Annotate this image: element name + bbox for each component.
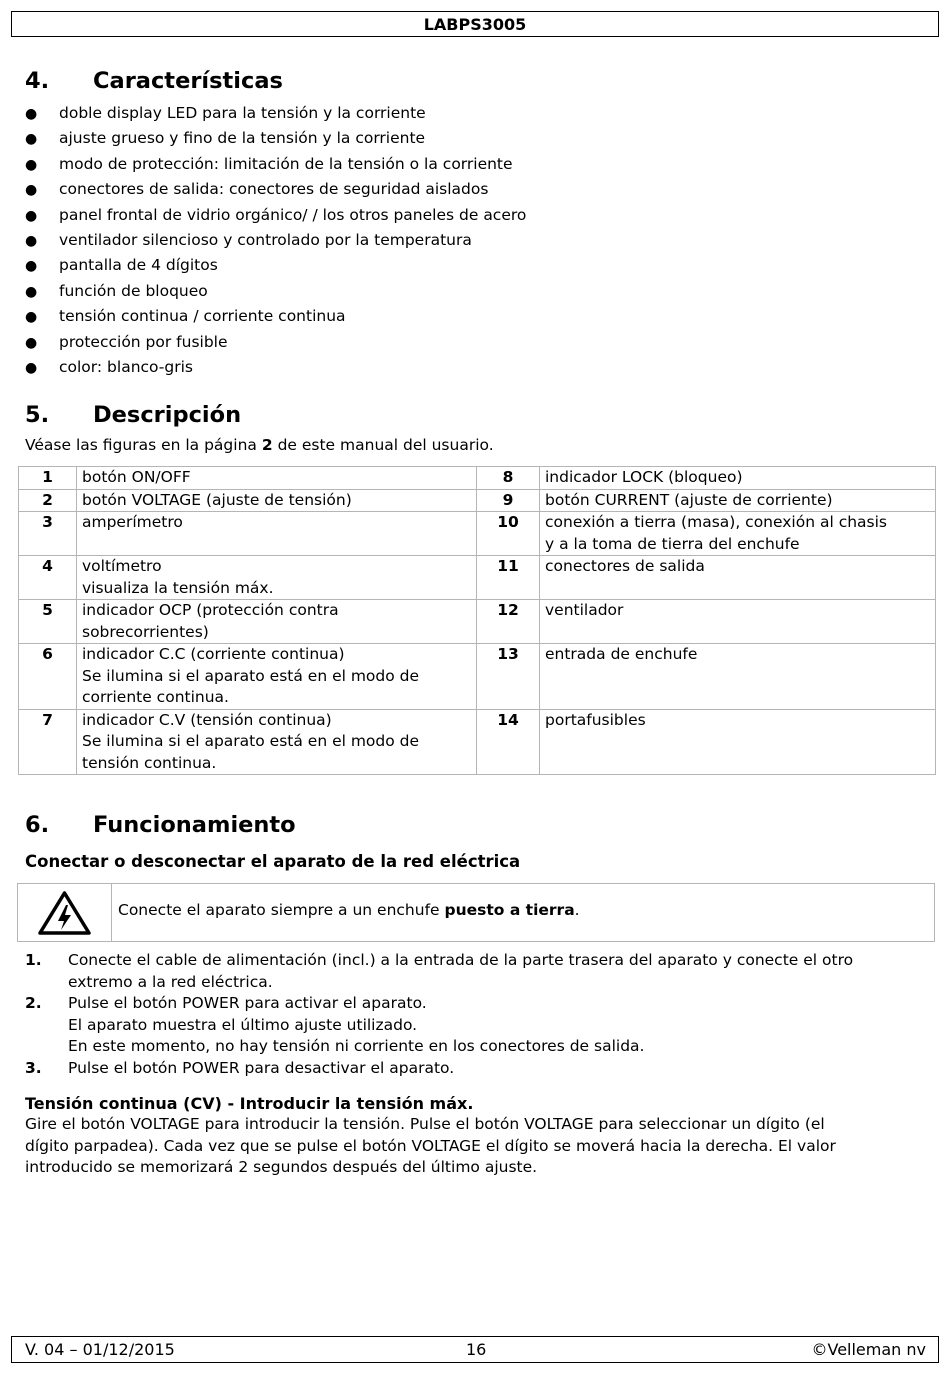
item-description-line: sobrecorrientes) xyxy=(82,622,209,641)
feature-item xyxy=(25,253,526,278)
step-number: 1. xyxy=(25,951,42,969)
bullet-icon: ● xyxy=(25,309,38,326)
feature-item xyxy=(25,355,526,380)
item-number: 5 xyxy=(19,600,77,644)
item-description-line: visualiza la tensión máx. xyxy=(82,578,274,597)
table-row xyxy=(19,644,936,710)
step-line: En este momento, no hay tensión ni corriente en los conectores de salida. xyxy=(68,1037,645,1055)
warning-icon-cell xyxy=(18,884,112,941)
item-description xyxy=(540,489,936,512)
item-number: 7 xyxy=(19,709,77,775)
section-6-number: 6. xyxy=(25,812,50,838)
item-description-line: voltímetro xyxy=(82,557,162,575)
high-voltage-warning-icon xyxy=(37,890,92,936)
item-number: 9 xyxy=(477,489,540,512)
warning-box xyxy=(17,883,935,942)
item-description-line: conexión a tierra (masa), conexión al chasis xyxy=(545,513,888,531)
feature-text: tensión continua / corriente continua xyxy=(59,307,346,326)
item-description-line: portafusibles xyxy=(545,710,646,729)
step-line: extremo a la red eléctrica. xyxy=(68,972,273,991)
section-4-heading xyxy=(25,67,283,95)
feature-text: ventilador silencioso y controlado por la temperatura xyxy=(59,230,472,249)
bullet-icon: ● xyxy=(25,131,38,148)
feature-text: conectores de salida: conectores de seguridad aislados xyxy=(59,180,489,199)
step-body xyxy=(68,950,853,993)
feature-text: panel frontal de vidrio orgánico/ / los otros paneles de acero xyxy=(59,205,527,224)
item-number: 2 xyxy=(19,489,77,512)
feature-item xyxy=(25,101,526,126)
feature-item xyxy=(25,126,526,151)
cv-subtitle: Tensión continua (CV) - Introducir la tensión máx. xyxy=(25,1094,474,1113)
step-body xyxy=(68,993,644,1058)
intro-text-end: de este manual del usuario. xyxy=(272,436,494,454)
table-row xyxy=(19,709,936,775)
bullet-icon: ● xyxy=(25,334,38,351)
item-description xyxy=(540,644,936,710)
item-description xyxy=(540,600,936,644)
cv-paragraph-line: Gire el botón VOLTAGE para introducir la tensión. Pulse el botón VOLTAGE para seleccionar un dígito (el xyxy=(25,1115,825,1133)
page-footer xyxy=(11,1336,939,1363)
feature-text: doble display LED para la tensión y la corriente xyxy=(59,104,426,122)
feature-text: función de bloqueo xyxy=(59,281,208,300)
feature-item xyxy=(25,177,526,202)
bullet-icon: ● xyxy=(25,359,38,376)
item-number: 8 xyxy=(477,467,540,490)
bullet-icon: ● xyxy=(25,283,38,300)
item-description xyxy=(540,467,936,490)
item-description xyxy=(77,709,477,775)
item-description-line: tensión continua. xyxy=(82,753,217,772)
intro-text: Véase las figuras en la página xyxy=(25,436,262,454)
item-description-line: ventilador xyxy=(545,601,624,619)
item-description-line: botón VOLTAGE (ajuste de tensión) xyxy=(82,490,352,509)
item-description xyxy=(77,489,477,512)
table-row xyxy=(19,489,936,512)
bullet-icon: ● xyxy=(25,258,38,275)
warning-text-emphasis: puesto a tierra xyxy=(444,901,575,919)
table-row xyxy=(19,600,936,644)
step-item xyxy=(25,950,930,993)
feature-text: modo de protección: limitación de la tensión o la corriente xyxy=(59,154,513,173)
cv-paragraph-line: introducido se memorizará 2 segundos después del último ajuste. xyxy=(25,1158,538,1176)
step-item xyxy=(25,1058,930,1080)
item-description-line: indicador OCP (protección contra xyxy=(82,601,339,619)
table-row xyxy=(19,512,936,556)
item-description-line: botón ON/OFF xyxy=(82,468,191,486)
section-5-heading xyxy=(25,401,241,429)
description-table xyxy=(18,466,936,775)
bullet-icon: ● xyxy=(25,106,38,122)
feature-text: ajuste grueso y fino de la tensión y la corriente xyxy=(59,129,426,148)
feature-item xyxy=(25,228,526,253)
item-number: 13 xyxy=(477,644,540,710)
item-description-line: indicador C.C (corriente continua) xyxy=(82,645,345,663)
feature-text: color: blanco-gris xyxy=(59,357,193,376)
item-description-line: Se ilumina si el aparato está en el modo de xyxy=(82,732,420,750)
step-number: 2. xyxy=(25,994,42,1012)
step-line: Pulse el botón POWER para activar el aparato. xyxy=(68,994,427,1012)
footer-version: V. 04 – 01/12/2015 xyxy=(25,1340,175,1359)
step-body xyxy=(68,1058,454,1080)
section-6-heading xyxy=(25,811,296,839)
step-item xyxy=(25,993,930,1058)
item-number: 10 xyxy=(477,512,540,556)
feature-text: protección por fusible xyxy=(59,332,228,351)
intro-page-ref: 2 xyxy=(261,436,273,454)
table-row xyxy=(19,467,936,490)
connect-subtitle: Conectar o desconectar el aparato de la red eléctrica xyxy=(25,852,521,871)
warning-text-main: Conecte el aparato siempre a un enchufe xyxy=(118,901,445,919)
item-description xyxy=(77,556,477,600)
item-description-line: conectores de salida xyxy=(545,557,705,575)
connect-steps xyxy=(25,950,930,1079)
features-list xyxy=(25,101,526,380)
item-description-line: indicador C.V (tensión continua) xyxy=(82,710,332,729)
step-line: Conecte el cable de alimentación (incl.) a la entrada de la parte trasera del aparato y conecte el otro xyxy=(68,951,854,969)
section-5-number: 5. xyxy=(25,402,50,428)
item-description-line: entrada de enchufe xyxy=(545,645,698,663)
item-number: 12 xyxy=(477,600,540,644)
item-number: 3 xyxy=(19,512,77,556)
page-header xyxy=(11,11,939,37)
warning-text xyxy=(118,901,580,919)
section-4-number: 4. xyxy=(25,68,50,94)
feature-item xyxy=(25,203,526,228)
section-4-title: Características xyxy=(93,68,283,94)
item-description-line: Se ilumina si el aparato está en el modo de xyxy=(82,666,420,685)
bullet-icon: ● xyxy=(25,232,38,249)
section-5-title: Descripción xyxy=(93,402,242,428)
feature-item xyxy=(25,152,526,177)
footer-page-number: 16 xyxy=(466,1340,487,1359)
cv-paragraph-line: dígito parpadea). Cada vez que se pulse el botón VOLTAGE el dígito se moverá hacia la derecha. El valor xyxy=(25,1136,836,1155)
item-number: 11 xyxy=(477,556,540,600)
feature-item xyxy=(25,330,526,355)
item-description xyxy=(540,709,936,775)
item-description xyxy=(540,512,936,556)
bullet-icon: ● xyxy=(25,156,38,173)
feature-item xyxy=(25,279,526,304)
item-description-line: botón CURRENT (ajuste de corriente) xyxy=(545,490,833,509)
item-number: 6 xyxy=(19,644,77,710)
feature-item xyxy=(25,304,526,329)
header-title: LABPS3005 xyxy=(423,15,527,34)
item-description xyxy=(540,556,936,600)
step-line: El aparato muestra el último ajuste utilizado. xyxy=(68,1015,418,1034)
table-row xyxy=(19,556,936,600)
section-6-title: Funcionamiento xyxy=(93,812,296,838)
item-description-line: corriente continua. xyxy=(82,688,229,706)
item-number: 14 xyxy=(477,709,540,775)
item-description xyxy=(77,512,477,556)
item-description xyxy=(77,600,477,644)
bullet-icon: ● xyxy=(25,182,38,199)
feature-text: pantalla de 4 dígitos xyxy=(59,256,218,275)
item-description-line: y a la toma de tierra del enchufe xyxy=(545,534,800,553)
bullet-icon: ● xyxy=(25,207,38,224)
step-number: 3. xyxy=(25,1058,42,1077)
item-number: 1 xyxy=(19,467,77,490)
item-description xyxy=(77,644,477,710)
item-description-line: amperímetro xyxy=(82,513,183,531)
item-description-line: indicador LOCK (bloqueo) xyxy=(545,468,743,486)
footer-copyright: ©Velleman nv xyxy=(811,1340,926,1359)
cv-paragraph xyxy=(25,1114,930,1179)
description-intro xyxy=(25,434,494,456)
warning-text-end: . xyxy=(574,901,580,919)
step-line: Pulse el botón POWER para desactivar el aparato. xyxy=(68,1058,455,1077)
item-description xyxy=(77,467,477,490)
item-number: 4 xyxy=(19,556,77,600)
